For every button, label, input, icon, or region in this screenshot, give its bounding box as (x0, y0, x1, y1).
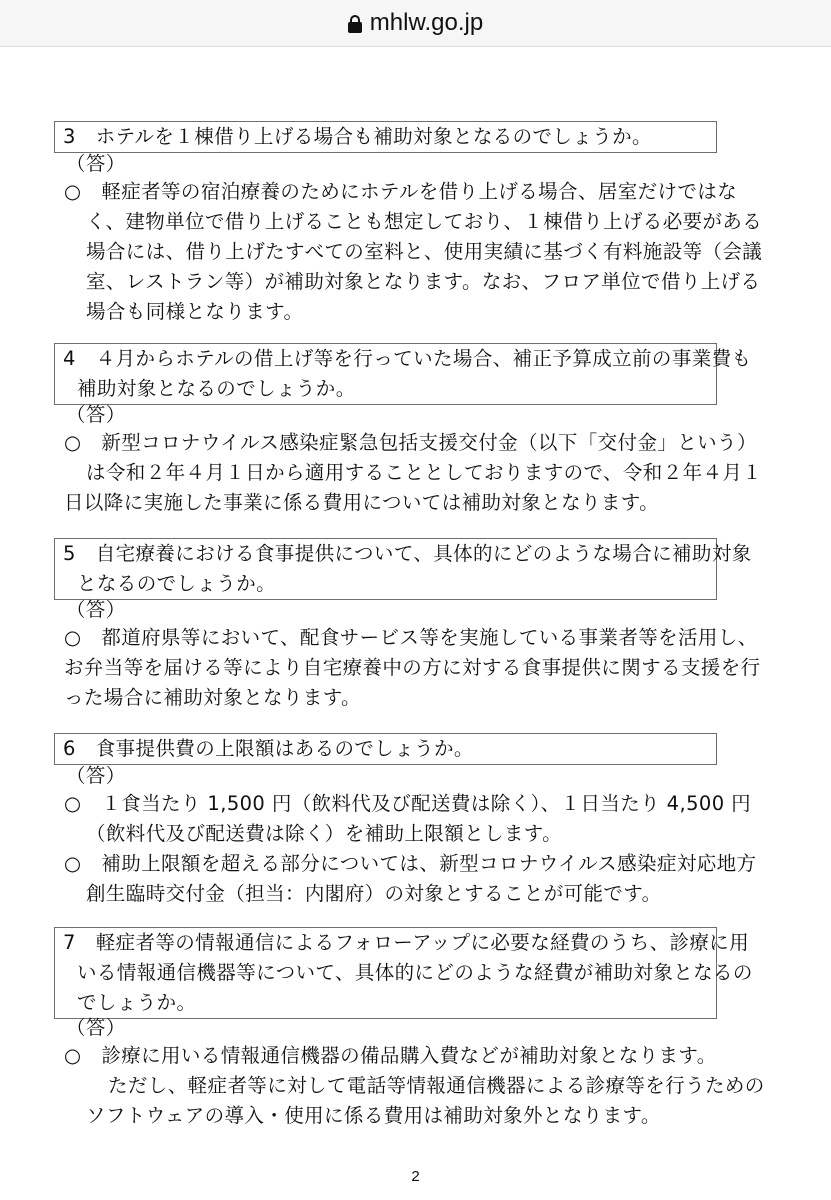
answer-line: ただし、軽症者等に対して電話等情報通信機器による診療等を行うための (108, 1074, 765, 1097)
question-box-3 (54, 121, 717, 153)
question-box-4 (54, 343, 752, 405)
question-line: 4 ４月からホテルの借上げ等を行っていた場合、補正予算成立前の事業費も (63, 347, 752, 370)
question-box-6 (54, 733, 717, 765)
answer-line: ○ 補助上限額を超える部分については、新型コロナウイルス感染症対応地方 (64, 852, 757, 875)
browser-address-bar[interactable] (0, 0, 831, 47)
answer-line: （飲料代及び配送費は除く）を補助上限額とします。 (86, 822, 563, 845)
url-text: mhlw.go.jp (369, 9, 484, 36)
question-line: 3 ホテルを１棟借り上げる場合も補助対象となるのでしょうか。 (63, 125, 652, 148)
answer-line: 場合も同様となります。 (86, 300, 304, 323)
question-box-5 (54, 538, 752, 600)
question-line: でしょうか。 (77, 991, 197, 1014)
question-box-7 (54, 927, 753, 1019)
question-line: いる情報通信機器等について、具体的にどのような経費が補助対象となるの (77, 961, 753, 984)
answer-line: 室、レストラン等）が補助対象となります。なお、フロア単位で借り上げる (86, 270, 761, 293)
answer-line: 日以降に実施した事業に係る費用については補助対象となります。 (64, 491, 660, 514)
question-line: 補助対象となるのでしょうか。 (77, 377, 356, 400)
question-line: 6 食事提供費の上限額はあるのでしょうか。 (63, 737, 474, 760)
answer-line: 場合には、借り上げたすべての室料と、使用実績に基づく有料施設等（会議 (86, 240, 763, 263)
answer-line: った場合に補助対象となります。 (64, 686, 361, 709)
answer-line: ○ 新型コロナウイルス感染症緊急包括支援交付金（以下「交付金」という） (64, 431, 757, 454)
answer-line: お弁当等を届ける等により自宅療養中の方に対する食事提供に関する支援を行 (64, 656, 761, 679)
answer-line: ○ 都道府県等において、配食サービス等を実施している事業者等を活用し、 (64, 626, 758, 649)
answer-line: 創生臨時交付金（担当：内閣府）の対象とすることが可能です。 (86, 882, 662, 905)
page-number: 2 (411, 1168, 420, 1185)
answer-block-4 (64, 428, 762, 518)
answer-line: ○ 診療に用いる情報通信機器の備品購入費などが補助対象となります。 (64, 1044, 717, 1067)
lock-icon (348, 15, 362, 33)
answer-line: は令和２年４月１日から適用することとしておりますので、令和２年４月１ (86, 461, 763, 484)
answer-line: ○ 軽症者等の宿泊療養のためにホテルを借り上げる場合、居室だけではな (64, 180, 738, 203)
answer-label: （答） (66, 1016, 126, 1039)
answer-block-3 (64, 177, 762, 327)
answer-block-6 (64, 789, 756, 909)
answer-label: （答） (66, 152, 126, 175)
answer-line: く、建物単位で借り上げることも想定しており、１棟借り上げる必要がある (86, 210, 763, 233)
question-line: 7 軽症者等の情報通信によるフォローアップに必要な経費のうち、診療に用 (63, 931, 750, 954)
answer-line: ソフトウェアの導入・使用に係る費用は補助対象外となります。 (86, 1104, 661, 1127)
answer-label: （答） (66, 403, 126, 426)
answer-line: ○ １食当たり 1,500 円（飲料代及び配送費は除く）、１日当たり 4,500 円 (64, 792, 752, 815)
answer-block-7 (64, 1041, 765, 1131)
answer-block-5 (64, 623, 761, 713)
question-line: となるのでしょうか。 (77, 572, 277, 595)
answer-label: （答） (66, 598, 126, 621)
url-display[interactable] (348, 9, 483, 37)
question-line: 5 自宅療養における食事提供について、具体的にどのような場合に補助対象 (63, 542, 752, 565)
answer-label: （答） (66, 764, 126, 787)
